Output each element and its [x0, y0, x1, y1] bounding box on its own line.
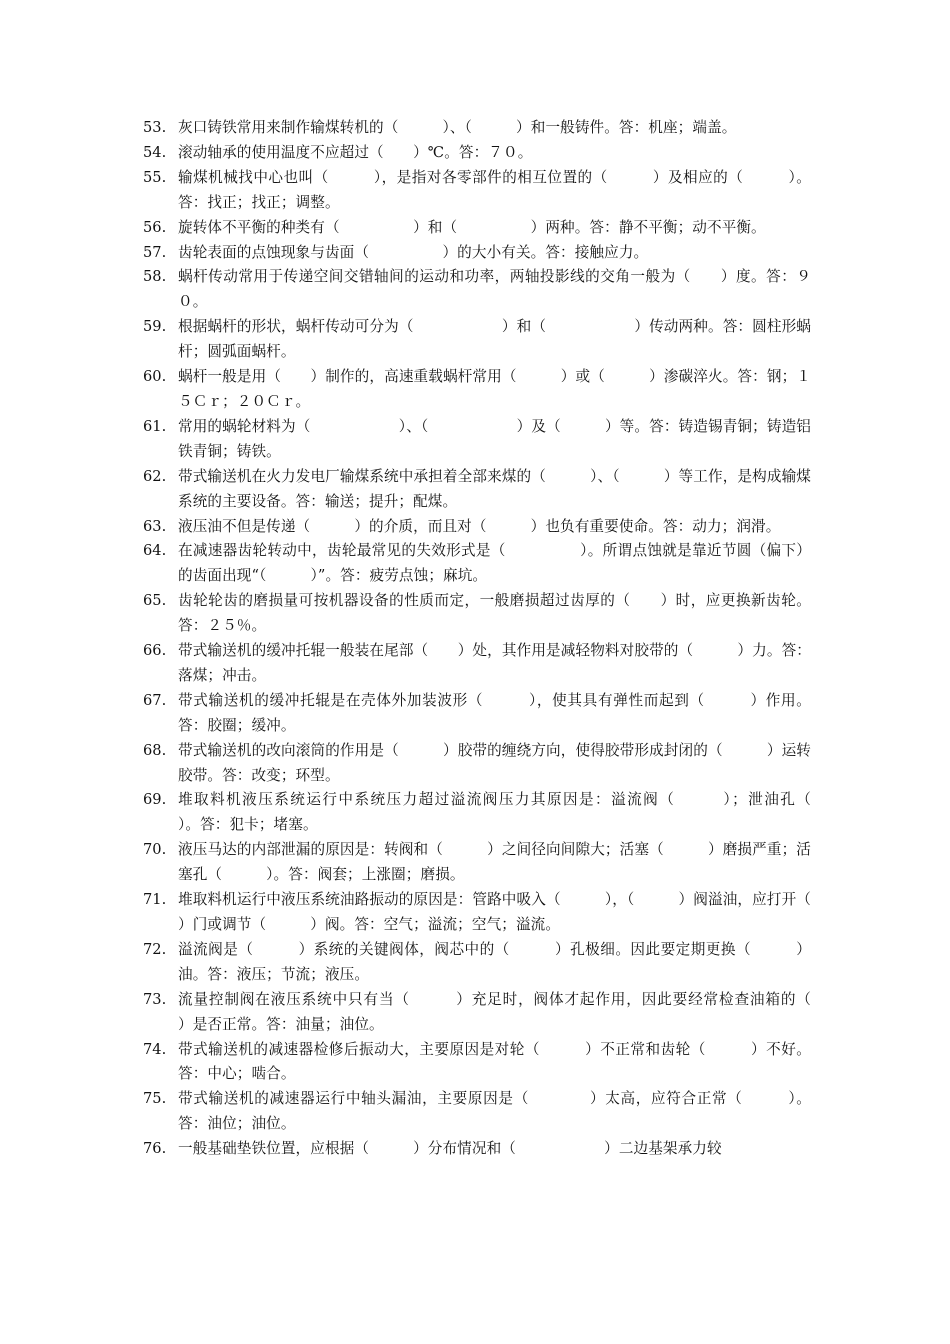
question-item	[143, 365, 811, 415]
question-text: 液压油不但是传递（ ）的介质，而且对（ ）也负有重要使命。答：动力；润滑。	[178, 517, 781, 535]
question-item	[143, 265, 811, 315]
question-text: 溢流阀是（ ）系统的关键阀体，阀芯中的（ ）孔极细。因此要定期更换（ ）油。答：液压；节流；液压。	[178, 940, 811, 983]
question-item	[143, 988, 856, 1038]
question-text: 一般基础垫铁位置，应根据（ ）分布情况和（ ）二边基架承力较	[178, 1140, 722, 1158]
question-text: 带式输送机的改向滚筒的作用是（ ）胶带的缠绕方向，使得胶带形成封闭的（ ）运转胶带。答：改变；环型。	[178, 741, 811, 784]
question-number: 59.	[143, 318, 167, 336]
question-text: 在减速器齿轮转动中，齿轮最常见的失效形式是（ ）。所谓点蚀就是靠近节圆（偏下）的齿面出现“（ ）”。答：疲劳点蚀；麻坑。	[178, 542, 811, 585]
question-item	[143, 1137, 811, 1162]
question-text: 流量控制阀在液压系统中只有当（ ）充足时，阀体才起作用，因此要经常检查油箱的（ ）是否正常。答：油量；油位。	[178, 990, 856, 1033]
question-number: 60.	[143, 368, 167, 386]
question-number: 73.	[143, 990, 167, 1008]
question-item	[143, 166, 811, 216]
question-number: 66.	[143, 642, 167, 660]
question-text: 带式输送机的缓冲托辊一般装在尾部（ ）处，其作用是减轻物料对胶带的（ ）力。答：落煤；冲击。	[178, 642, 811, 684]
question-item	[143, 589, 811, 639]
question-number: 62.	[143, 467, 167, 485]
question-number: 64.	[143, 542, 167, 560]
question-item	[143, 141, 811, 166]
question-item	[143, 315, 811, 365]
question-number: 68.	[143, 741, 167, 759]
question-item	[143, 539, 811, 589]
question-number: 71.	[143, 891, 167, 909]
question-number: 72.	[143, 940, 167, 958]
question-item	[143, 465, 811, 515]
question-text: 滚动轴承的使用温度不应超过（ ）℃。答：７０。	[178, 143, 533, 161]
question-number: 57.	[143, 243, 167, 261]
question-item	[143, 838, 811, 888]
question-text: 带式输送机在火力发电厂输煤系统中承担着全部来煤的（ ）、（ ）等工作，是构成输煤系统的主要设备。答：输送；提升；配煤。	[178, 467, 811, 510]
question-text: 带式输送机的减速器运行中轴头漏油，主要原因是（ ）太高，应符合正常（ ）。答：油位；油位。	[178, 1090, 811, 1133]
question-text: 带式输送机的缓冲托辊是在壳体外加装波形（ ），使其具有弹性而起到（ ）作用。答：胶圈；缓冲。	[178, 691, 811, 734]
question-number: 70.	[143, 841, 167, 859]
question-text: 液压马达的内部泄漏的原因是：转阀和（ ）之间径向间隙大；活塞（ ）磨损严重；活塞孔（ ）。答：阀套；上涨圈；磨损。	[178, 841, 811, 884]
question-text: 带式输送机的减速器检修后振动大，主要原因是对轮（ ）不正常和齿轮（ ）不好。答：中心；啮合。	[178, 1040, 811, 1083]
question-item	[143, 1087, 811, 1137]
question-text: 齿轮表面的点蚀现象与齿面（ ）的大小有关。答：接触应力。	[178, 243, 649, 261]
question-number: 76.	[143, 1140, 167, 1158]
question-text: 常用的蜗轮材料为（ ）、（ ）及（ ）等。答：铸造锡青铜；铸造铝铁青铜；铸铁。	[178, 417, 811, 460]
question-list	[143, 116, 856, 1162]
question-text: 堆取料机液压系统运行中系统压力超过溢流阀压力其原因是：溢流阀（ ）；泄油孔（ ）。答：犯卡；堵塞。	[178, 791, 856, 834]
question-item	[143, 739, 811, 789]
question-item	[143, 689, 811, 739]
question-item	[143, 788, 856, 838]
question-item	[143, 515, 811, 540]
question-number: 69.	[143, 791, 167, 809]
question-number: 75.	[143, 1090, 167, 1108]
question-item	[143, 639, 811, 689]
question-item	[143, 938, 811, 988]
question-item	[143, 1038, 811, 1088]
question-text: 灰口铸铁常用来制作输煤转机的（ ）、（ ）和一般铸件。答：机座；端盖。	[178, 119, 737, 136]
question-number: 53.	[143, 119, 167, 136]
question-number: 61.	[143, 417, 167, 435]
question-text: 堆取料机运行中液压系统油路振动的原因是：管路中吸入（ ），（ ）阀溢油，应打开（ ）门或调节（ ）阀。答：空气；溢流；空气；溢流。	[178, 891, 856, 933]
question-text: 旋转体不平衡的种类有（ ）和（ ）两种。答：静不平衡；动不平衡。	[178, 218, 766, 236]
question-text: 蜗杆传动常用于传递空间交错轴间的运动和功率，两轴投影线的交角一般为（ ）度。答：９０。	[178, 268, 811, 311]
question-text: 根据蜗杆的形状，蜗杆传动可分为（ ）和（ ）传动两种。答：圆柱形蜗杆；圆弧面蜗杆。	[178, 318, 811, 361]
question-number: 65.	[143, 592, 167, 610]
question-text: 输煤机械找中心也叫（ ），是指对各零部件的相互位置的（ ）及相应的（ ）。答：找正；找正；调整。	[178, 168, 811, 211]
question-number: 54.	[143, 143, 167, 161]
question-item	[143, 216, 811, 241]
question-number: 63.	[143, 517, 167, 535]
question-item	[143, 415, 811, 465]
question-item	[143, 241, 811, 266]
question-number: 67.	[143, 691, 167, 709]
question-number: 56.	[143, 218, 167, 236]
question-number: 74.	[143, 1040, 167, 1058]
question-item	[143, 888, 856, 938]
question-number: 58.	[143, 268, 167, 286]
question-number: 55.	[143, 168, 167, 186]
question-text: 蜗杆一般是用（ ）制作的，高速重载蜗杆常用（ ）或（ ）渗碳淬火。答：钢；１５Ｃｒ；２０Ｃｒ。	[178, 368, 811, 410]
question-item	[143, 116, 811, 141]
question-text: 齿轮轮齿的磨损量可按机器设备的性质而定，一般磨损超过齿厚的（ ）时，应更换新齿轮。答：２５％。	[178, 592, 811, 635]
